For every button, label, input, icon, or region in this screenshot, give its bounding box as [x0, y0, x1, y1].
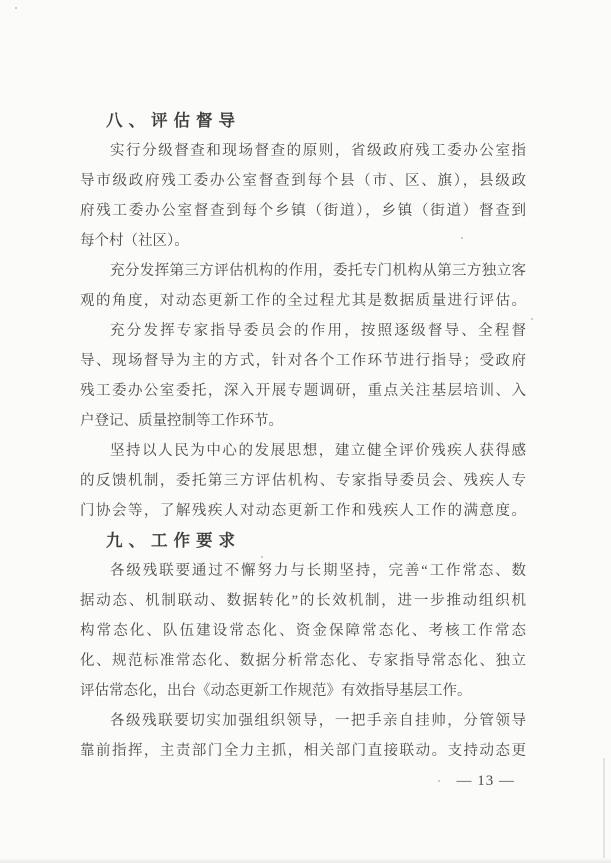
- text-line: 构常态化、队伍建设常态化、资金保障常态化、考核工作常态: [80, 623, 526, 639]
- text-line: 评估常态化，出台《动态更新工作规范》有效指导基层工作。: [80, 683, 472, 699]
- text-line: 各级残联要通过不懈努力与长期坚持，完善“工作常态、数: [110, 563, 526, 579]
- text-line: 每个村（社区）。: [80, 233, 189, 249]
- text-line: 残工委办公室委托，深入开展专题调研，重点关注基层培训、入: [80, 383, 526, 399]
- scan-speck: [531, 318, 533, 320]
- section-heading-8: 八、评估督导: [106, 112, 241, 130]
- scan-edge-bottom: [0, 858, 611, 863]
- text-line: 化、规范标准常态化、数据分析常态化、专家指导常态化、独立: [80, 653, 526, 669]
- scan-edge-right: [603, 758, 605, 863]
- text-line: 门协会等，了解残疾人对动态更新工作和残疾人工作的满意度。: [80, 503, 526, 519]
- text-line: 实行分级督查和现场督查的原则，省级政府残工委办公室指: [110, 143, 526, 159]
- text-line: 各级残联要切实加强组织领导，一把手亲自挂帅，分管领导: [110, 713, 526, 729]
- text-line: 充分发挥专家指导委员会的作用，按照逐级督导、全程督: [110, 323, 526, 339]
- scan-speck: [15, 7, 17, 9]
- section-heading-9: 九、工作要求: [106, 532, 241, 550]
- text-line: 据动态、机制联动、数据转化”的长效机制，进一步推动组织机: [80, 593, 526, 609]
- page-number: — 13 —: [456, 773, 515, 789]
- text-line: 靠前指挥，主责部门全力主抓，相关部门直接联动。支持动态更: [80, 743, 526, 759]
- text-line: 观的角度，对动态更新工作的全过程尤其是数据质量进行评估。: [80, 293, 526, 309]
- text-line: 导、现场督导为主的方式，针对各个工作环节进行指导；受政府: [80, 353, 526, 369]
- text-line: 府残工委办公室督查到每个乡镇（街道），乡镇（街道）督查到: [80, 203, 526, 219]
- text-line: 充分发挥第三方评估机构的作用，委托专门机构从第三方独立客: [110, 263, 526, 279]
- scan-speck: [261, 556, 263, 558]
- text-line: 导市级政府残工委办公室督查到每个县（市、区、旗），县级政: [80, 173, 526, 189]
- scan-speck: [438, 780, 440, 782]
- text-line: 的反馈机制，委托第三方评估机构、专家指导委员会、残疾人专: [80, 473, 526, 489]
- text-line: 坚持以人民为中心的发展思想，建立健全评价残疾人获得感: [110, 443, 526, 459]
- scan-speck: [461, 237, 463, 239]
- page-content: [80, 106, 526, 766]
- text-line: 户登记、质量控制等工作环节。: [80, 413, 283, 429]
